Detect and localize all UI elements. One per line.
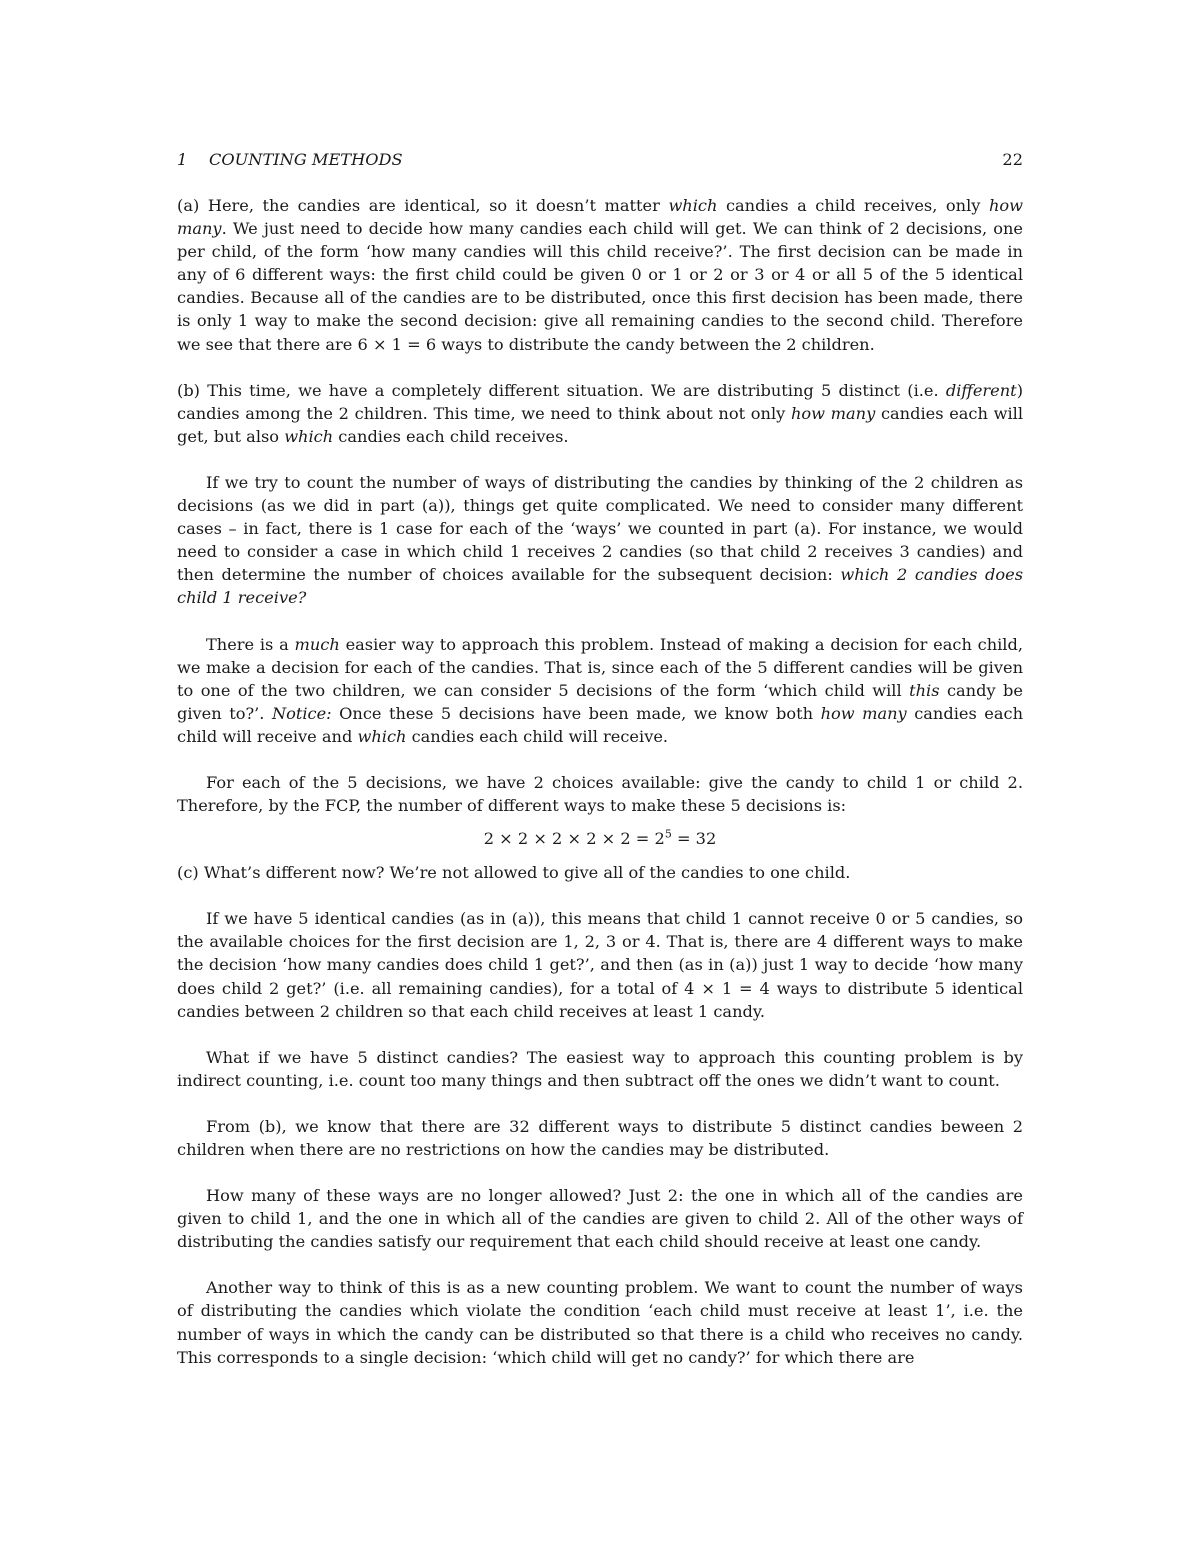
text-run: (i.e. xyxy=(900,380,946,400)
paragraph-c-distinct: What if we have 5 distinct candies? The easiest way to approach this counting problem is by indirect counting, i.e. count too many things and then subtract off the ones we didn’t want to count. xyxy=(177,1047,1023,1090)
paragraph-b-children-as-decisions xyxy=(177,471,1023,610)
emphasis: how many xyxy=(820,703,907,723)
emphasis: much xyxy=(294,634,340,654)
emphasis: which xyxy=(357,726,407,746)
emphasis: how many xyxy=(177,196,1023,239)
paragraph-part-c: (c) What’s different now? We’re not allowed to give all of the candies to one child. xyxy=(177,863,851,883)
text-run: candies each will get, but also xyxy=(177,403,1023,446)
emphasis: which xyxy=(668,196,718,215)
section-number: 1 xyxy=(177,150,188,169)
paragraph-b-easier-way xyxy=(177,633,1023,748)
text-run: candy be given to?’. xyxy=(177,680,1023,723)
text-run: ) candies among the 2 children. This time, we need to think about not only xyxy=(177,380,1024,423)
display-equation xyxy=(177,826,1023,852)
emphasis: this xyxy=(909,680,940,700)
paragraph-c-from-b: From (b), we know that there are 32 different ways to distribute 5 distinct candies beween 2 children when there are no restrictions on how the candies may be distributed. xyxy=(177,1116,1023,1159)
text-run: (b) This time, we have a completely different situation. We are distributing 5 xyxy=(177,380,839,400)
text-run: . We just need to decide how many candies each child will get. We can think of 2 decisions, one per child, of the form ‘how many candies will this child receive?’. The first decision can be made in any of 6 different ways: the first child could be given 0 or 1 or 2 or 3 or 4 or all 5 of the 5 identical candies. Because all of the candies are to be distributed, once this first decision has been made, there is only 1 way to make the second decision: give all remaining candies to the second child. Therefore we see that there are 6 × 1 = 6 ways to distribute the candy between the 2 children. xyxy=(177,219,1023,354)
text-run: candies each child receives. xyxy=(333,426,569,446)
text-run: candies each child will receive and xyxy=(177,703,1023,746)
emphasis: Notice: xyxy=(271,703,332,723)
equation-exponent: 5 xyxy=(664,827,672,841)
text-run: If we try to count the number of ways of distributing the candies by thinking of the 2 children as decisions (as we did in part (a)), things get quite complicated. We need to consider many different cases – in fact, there is 1 case for each of the ‘ways’ we counted in part (a). For instance, we would need to consider a case in which child 1 receives 2 candies (so that child 2 receives 3 candies) and then determine the number of choices available for the subsequent decision: xyxy=(177,472,1023,585)
section-title: COUNTING METHODS xyxy=(209,150,403,169)
paragraph-c-new-problem: Another way to think of this is as a new counting problem. We want to count the number of ways of distributing the candies which violate the condition ‘each child must receive at least 1’, i.e. the number of ways in which the candy can be distributed so that there is a child who receives no candy. This corresponds to a single decision: ‘which child will get no candy?’ for which there are xyxy=(177,1278,1023,1367)
text-run: candies a child receives, only xyxy=(717,196,989,215)
paragraph-c-identical: If we have 5 identical candies (as in (a)), this means that child 1 cannot receive 0 or 5 candies, so the available choices for the first decision are 1, 2, 3 or 4. That is, there are 4 different ways to make the decision ‘how many candies does child 1 get?’, and then (as in (a)) just 1 way to decide ‘how many does child 2 get?’ (i.e. all remaining candies), for a total of 4 × 1 = 4 ways to distribute 5 identical candies between 2 children so that each child receives at least 1 candy. xyxy=(177,909,1023,1021)
emphasis: how many xyxy=(790,403,876,423)
page-number: 22 xyxy=(1002,150,1023,169)
emphasis: different xyxy=(945,380,1017,400)
emphasis: which xyxy=(284,426,334,446)
emphasis: which 2 candies does child 1 receive? xyxy=(177,565,1024,608)
paragraph-c-not-allowed: How many of these ways are no longer allowed? Just 2: the one in which all of the candies are given to child 1, and the one in which all of the candies are given to child 2. All of the other ways of distributing the candies satisfy our requirement that each child should receive at least one candy. xyxy=(177,1186,1023,1252)
running-header xyxy=(177,148,1023,178)
paragraph-part-a xyxy=(177,194,1023,356)
paragraph-b-fcp: For each of the 5 decisions, we have 2 choices available: give the candy to child 1 or child 2. Therefore, by the FCP, the number of different ways to make these 5 decisions is: xyxy=(177,772,1023,816)
text-run: easier way to approach this problem. Instead of making a decision for each child, we make a decision for each of the candies. That is, since each of the 5 different candies will be given to one of the two children, we can consider 5 decisions of the form ‘which child will xyxy=(177,634,1023,700)
section-heading xyxy=(177,148,403,171)
document-page xyxy=(177,148,1023,1369)
paragraph-part-b xyxy=(177,379,1023,448)
text-run: (a) Here, the candies are identical, so it doesn’t matter xyxy=(177,196,669,215)
equation-rhs: = 32 xyxy=(671,829,717,849)
text-run: There is a xyxy=(206,634,295,654)
text-run: Once these 5 decisions have been made, we know both xyxy=(331,703,821,723)
equation-lhs: 2 × 2 × 2 × 2 × 2 = 2 xyxy=(483,829,665,849)
text-run: candies each child will receive. xyxy=(406,726,669,746)
bold-term: distinct xyxy=(838,380,901,400)
